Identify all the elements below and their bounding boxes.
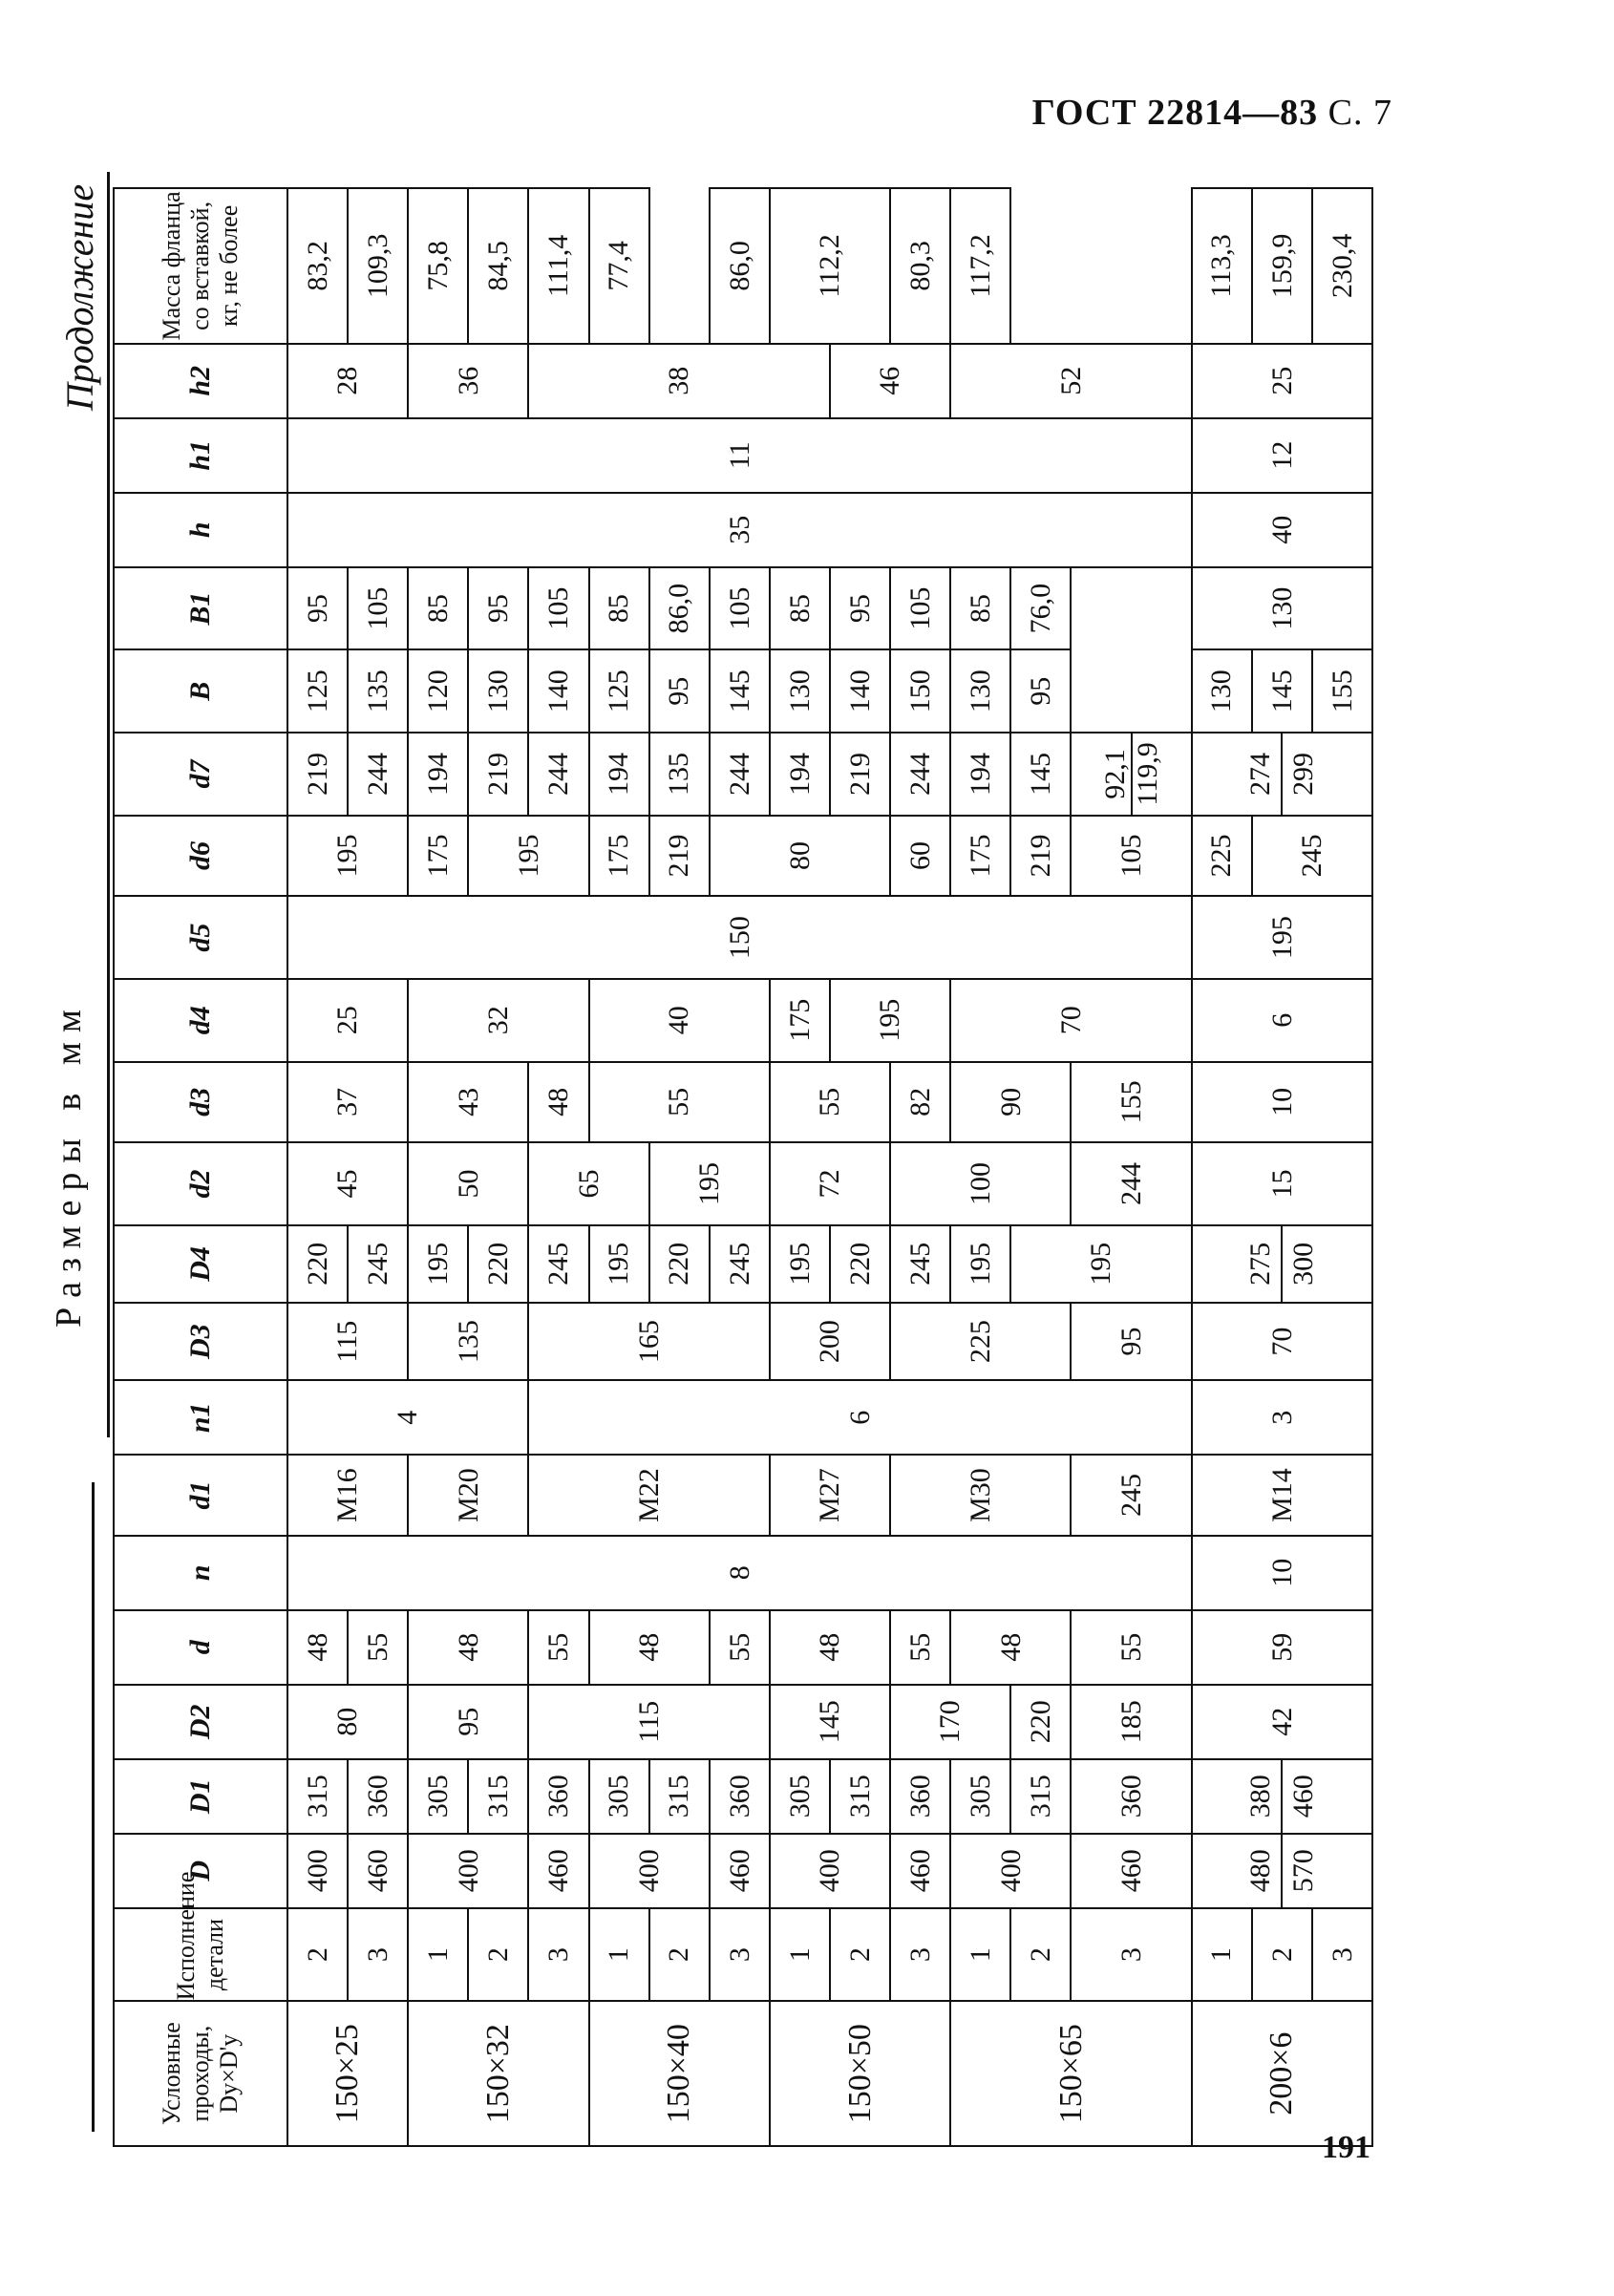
col-header-h1: h1 [114,418,287,493]
cell-size: 150×32 [408,2001,588,2146]
cell-d5: 195 [1192,896,1372,979]
cell-D1: 315 [830,1759,890,1834]
cell-d6: 195 [649,1142,770,1225]
cell-variant: 3 [1312,1908,1372,2002]
cell-d: 55 [710,1610,770,1685]
cell-D2: 95 [408,1685,528,1759]
cell-D4: 245 [710,1225,770,1303]
cell-D4: 195 [408,1225,468,1303]
cell-D: 400 [770,1834,890,1908]
cell-variant: 3 [1071,1908,1191,2002]
cell-d2: 15 [1192,1142,1372,1225]
cell-divider [1281,733,1283,815]
cell-B: 155 [1071,1062,1191,1143]
cell-mass: 86,0 [649,567,710,650]
cell-d3: 95 [1071,1303,1191,1380]
table-header-row [114,188,287,2146]
cell-B1: 105 [348,567,408,650]
col-header-n: n [114,1536,287,1610]
cell-h2: 36 [408,344,528,418]
cell-n: 8 [287,1536,1192,1610]
cell-B1: 95 [830,567,890,650]
cell-B: 120 [408,649,468,733]
cell-d4: 32 [408,979,588,1062]
cell-B1: 130 [1192,567,1372,650]
cell-D3: 135 [408,1303,528,1380]
cell-d7: 219 [287,733,348,816]
cell-variant: 2 [830,1908,890,2002]
cell-variant: 1 [770,1908,830,2002]
cell-mass: 113,3 [1192,188,1252,344]
cell-h: 35 [287,493,1192,567]
cell-B1: 105 [710,567,770,650]
cell-d6: 175 [589,816,649,897]
cell-mass: 109,3 [348,188,408,344]
cell-B1: 85 [408,567,468,650]
cell-d: 48 [589,1610,710,1685]
cell-D4: 220 [287,1225,348,1303]
cell-d7: 194 [408,733,468,816]
cell-D4: 220 [468,1225,528,1303]
cell-h2: 38 [528,344,830,418]
cell-D1: 305 [589,1759,649,1834]
cell-size: 200×6 [1192,2001,1372,2146]
side-rule-top [107,172,110,1437]
cell-d4: 55 [770,1062,890,1143]
cell-d7: 244 [528,733,588,816]
col-header-mass: Масса фланца со вставкой, кг, не более [114,188,287,344]
cell-d: 48 [770,1610,890,1685]
cell-B1: 105 [528,567,588,650]
cell-variant: 3 [890,1908,950,2002]
cell-D: 460 [528,1834,588,1908]
cell-d7: 244 [1071,1142,1191,1225]
cell-B: 145 [1252,649,1312,733]
cell-d1: M20 [408,1455,528,1536]
cell-mass: 159,9 [1252,188,1312,344]
cell-variant: 2 [468,1908,528,2002]
cell-d3: 10 [1192,1062,1372,1143]
cell-d: 55 [890,1610,950,1685]
cell-D1: 360 [1071,1759,1191,1834]
cell-d7: 274 299 [1192,733,1372,816]
cell-size: 150×50 [770,2001,950,2146]
cell-D: 460 [1071,1834,1191,1908]
cell-variant: 1 [950,1908,1010,2002]
cell-divider [1281,1226,1283,1302]
cell-D1: 315 [1010,1759,1071,1834]
cell-d3: 43 [408,1062,528,1143]
cell-D-value: 570 [1287,1849,1320,1893]
col-header-nominal-size: Условные проходы, Dу×D'у [114,2001,287,2146]
cell-d7: 194 [589,733,649,816]
cell-D3: 225 [890,1303,1071,1380]
cell-d: 59 [1192,1610,1372,1685]
cell-D4: 220 [830,1225,890,1303]
cell-B1: 85 [770,567,830,650]
cell-B: 150 [890,649,950,733]
cell-D3: 70 [1192,1303,1372,1380]
col-header-D: D [114,1834,287,1908]
cell-d3: 82 [890,1062,950,1143]
cell-D1: 360 [348,1759,408,1834]
col-header-d5: d5 [114,896,287,979]
col-header-d4: d4 [114,979,287,1062]
cell-B: 130 [950,649,1010,733]
cell-D: 480 570 [1192,1834,1372,1908]
cell-D2: 170 [890,1685,1010,1759]
page-header [1032,92,1392,134]
cell-mass: 76,0 [1010,567,1071,650]
cell-D: 460 [890,1834,950,1908]
cell-d: 55 [1071,1610,1191,1685]
cell-d7: 244 [348,733,408,816]
col-header-h2: h2 [114,344,287,418]
page-number: 191 [1322,2130,1370,2165]
cell-variant: 3 [528,1908,588,2002]
cell-B: 135 [649,733,710,816]
cell-B: 155 [1312,649,1372,733]
cell-D1: 360 [528,1759,588,1834]
cell-B: 145 [1010,733,1071,816]
cell-D1: 360 [710,1759,770,1834]
cell-variant: 2 [287,1908,348,2002]
cell-D4: 245 [1071,1455,1191,1536]
cell-mass: 92,1 119,9 [1071,733,1191,816]
cell-D: 460 [348,1834,408,1908]
cell-d6: 245 [1252,816,1372,897]
cell-B: 130 [1192,649,1252,733]
cell-d3: 48 [528,1062,588,1143]
cell-d7: 219 [830,733,890,816]
cell-h2: 46 [830,344,950,418]
cell-n: 10 [1192,1536,1372,1610]
cell-d6: 175 [770,979,830,1062]
cell-size: 150×65 [950,2001,1191,2146]
cell-B: 125 [287,649,348,733]
col-header-d2: d2 [114,1142,287,1225]
cell-D2: 145 [770,1685,890,1759]
cell-d7: 244 [710,733,770,816]
cell-D1-value: 460 [1287,1775,1320,1818]
cell-d1: M14 [1192,1455,1372,1536]
cell-d1: M30 [890,1455,1071,1536]
sizes-label: Размеры в мм [49,1000,89,1328]
cell-D4: 245 [348,1225,408,1303]
cell-D: 460 [710,1834,770,1908]
cell-D1: 315 [649,1759,710,1834]
col-header-d7: d7 [114,733,287,816]
cell-d7: 219 [1010,816,1071,897]
cell-h1: 11 [287,418,1192,493]
cell-D2: 80 [287,1685,408,1759]
cell-n1: 4 [287,1380,528,1455]
table-row [1192,188,1252,2146]
cell-d4: 60 [890,816,950,897]
cell-d3: 37 [287,1062,408,1143]
cell-D1: 360 [890,1759,950,1834]
cell-D1: 305 [408,1759,468,1834]
cell-D: 400 [950,1834,1071,1908]
cell-mass: 117,2 [950,188,1010,344]
cell-mass-value: 119,9 [1131,733,1163,815]
cell-D3: 115 [287,1303,408,1380]
page-label: С. 7 [1327,93,1392,133]
flange-table-wrapper [113,187,1373,2147]
cell-d5: 150 [287,896,1192,979]
cell-d1: M16 [287,1455,408,1536]
cell-B1: 105 [890,567,950,650]
cell-D3: 200 [770,1303,890,1380]
cell-D: 400 [589,1834,710,1908]
cell-variant: 3 [710,1908,770,2002]
col-header-d3: d3 [114,1062,287,1143]
col-header-d6: d6 [114,816,287,897]
side-rule-bottom [92,1482,95,2132]
cell-variant: 1 [408,1908,468,2002]
cell-variant: 2 [1252,1908,1312,2002]
cell-n1: 6 [528,1380,1191,1455]
cell-B: 140 [830,649,890,733]
cell-d4: 40 [589,979,770,1062]
cell-D4: 195 [589,1225,649,1303]
cell-d6: 195 [830,979,950,1062]
col-header-n1: n1 [114,1380,287,1455]
cell-d1: M27 [770,1455,890,1536]
cell-B1: 95 [649,649,710,733]
cell-D1: 315 [468,1759,528,1834]
cell-D3: 165 [528,1303,769,1380]
col-header-D4: D4 [114,1225,287,1303]
cell-mass: 230,4 [1312,188,1372,344]
cell-h2: 52 [950,344,1191,418]
standard-code: ГОСТ 22814—83 [1031,93,1319,133]
cell-D4: 195 [950,1225,1010,1303]
cell-h1: 12 [1192,418,1372,493]
cell-D4: 245 [890,1225,950,1303]
cell-D1: 305 [770,1759,830,1834]
cell-d3: 55 [589,1062,770,1143]
cell-d6: 175 [408,816,468,897]
flange-dimensions-table [113,187,1373,2147]
cell-D4: 195 [770,1225,830,1303]
cell-B1: 85 [589,567,649,650]
cell-mass: 77,4 [589,188,649,344]
col-header-D2: D2 [114,1685,287,1759]
continuation-label: Продолжение [58,183,101,411]
cell-mass: 112,2 [770,188,890,344]
cell-d: 48 [408,1610,528,1685]
col-header-D1: D1 [114,1759,287,1834]
cell-d2: 80 [710,816,890,897]
col-header-B: B [114,649,287,733]
cell-B1: 105 [1071,816,1191,897]
col-header-d1: d1 [114,1455,287,1536]
cell-mass: 83,2 [287,188,348,344]
table-row [287,188,348,2146]
cell-D4: 245 [528,1225,588,1303]
cell-d2: 45 [287,1142,408,1225]
cell-D1: 315 [287,1759,348,1834]
cell-d7: 194 [950,733,1010,816]
cell-d7-value: 299 [1287,752,1320,796]
cell-d6: 195 [287,816,408,897]
cell-d7: 219 [649,816,710,897]
col-header-d: d [114,1610,287,1685]
cell-d: 48 [950,1610,1071,1685]
cell-divider [1281,1760,1283,1833]
cell-d3: 90 [950,1062,1071,1143]
cell-D2: 115 [528,1685,769,1759]
cell-mass: 80,3 [890,188,950,344]
cell-D4: 220 [649,1225,710,1303]
cell-variant: 1 [1192,1908,1252,2002]
cell-variant: 2 [1010,1908,1071,2002]
cell-B: 125 [589,649,649,733]
col-header-B1: B1 [114,567,287,650]
cell-d6: 195 [468,816,588,897]
cell-size: 150×25 [287,2001,408,2146]
cell-d4: 25 [287,979,408,1062]
cell-B1: 95 [468,567,528,650]
cell-size: 150×40 [589,2001,770,2146]
cell-d2: 100 [890,1142,1071,1225]
cell-D4-value: 300 [1287,1242,1320,1286]
cell-mass: 84,5 [468,188,528,344]
cell-h2: 25 [1192,344,1372,418]
cell-mass: 75,8 [408,188,468,344]
cell-D2: 42 [1192,1685,1372,1759]
cell-d: 55 [348,1610,408,1685]
cell-mass: 111,4 [528,188,588,344]
cell-d6: 175 [950,816,1010,897]
cell-d1: M22 [528,1455,769,1536]
cell-d6: 195 [1010,1225,1191,1303]
cell-d4: 70 [950,979,1191,1062]
cell-D4: 220 [1010,1685,1071,1759]
col-header-D3: D3 [114,1303,287,1380]
cell-d: 55 [528,1610,588,1685]
cell-h2: 28 [287,344,408,418]
cell-B: 140 [528,649,588,733]
cell-d6: 225 [1192,816,1252,897]
cell-d7: 194 [770,733,830,816]
cell-h: 40 [1192,493,1372,567]
cell-d7: 219 [468,733,528,816]
cell-d2: 50 [408,1142,528,1225]
cell-variant: 3 [348,1908,408,2002]
col-header-variant: Исполнение детали [114,1908,287,2002]
cell-n1: 3 [1192,1380,1372,1455]
cell-D2: 185 [1071,1685,1191,1759]
cell-D: 400 [408,1834,528,1908]
cell-divider [1281,1835,1283,1907]
cell-d7: 244 [890,733,950,816]
cell-B: 130 [468,649,528,733]
cell-d4: 6 [1192,979,1372,1062]
col-header-h: h [114,493,287,567]
cell-B: 145 [710,649,770,733]
cell-D1: 380 460 [1192,1759,1372,1834]
cell-d3: 72 [770,1142,890,1225]
cell-D4: 275 300 [1192,1225,1372,1303]
cell-D: 400 [287,1834,348,1908]
cell-variant: 2 [649,1908,710,2002]
cell-d: 48 [287,1610,348,1685]
cell-variant: 1 [589,1908,649,2002]
cell-B1: 95 [287,567,348,650]
cell-B: 130 [770,649,830,733]
cell-D1: 305 [950,1759,1010,1834]
cell-d2: 65 [528,1142,648,1225]
cell-B: 135 [348,649,408,733]
cell-B1: 85 [950,567,1010,650]
cell-mass: 86,0 [710,188,770,344]
cell-B1: 95 [1010,649,1071,733]
